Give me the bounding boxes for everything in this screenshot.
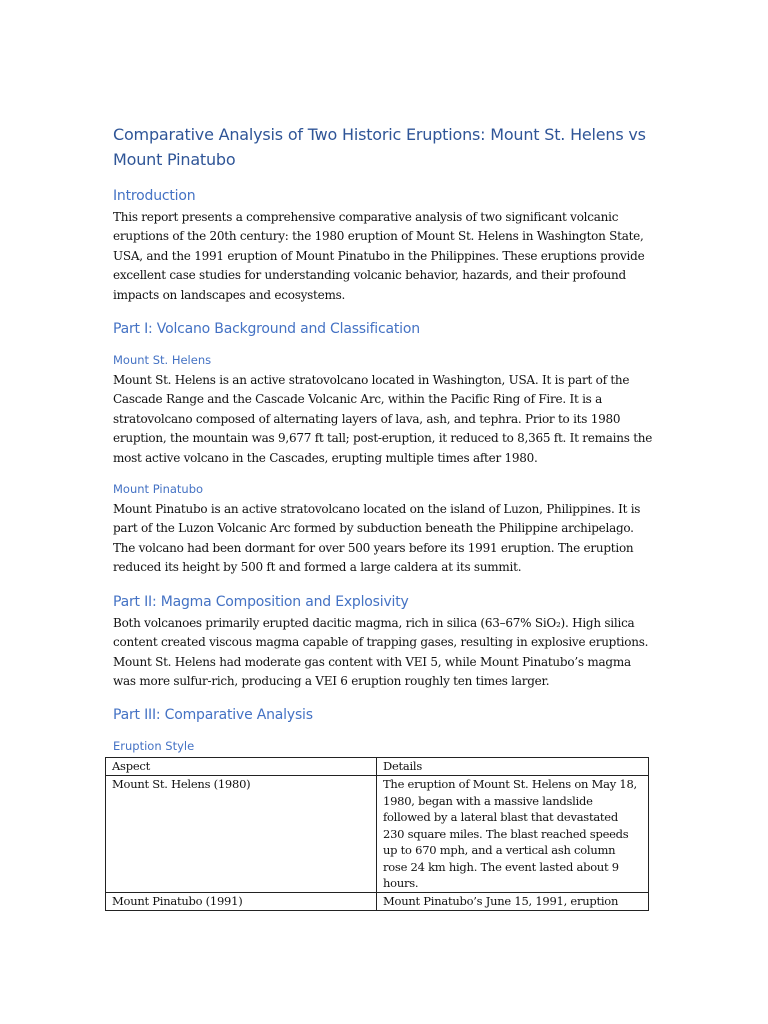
mount-st-helens-paragraph: Mount St. Helens is an active stratovolcano located in Washington, USA. It is part of the Cascade Range and the Cascade Volcanic Arc, within the Pacific Ring of Fire. It is a stratovolcano composed of alternating layers of lava, ash, and tephra. Prior to its 1980 eruption, the mountain was 9,677 ft tall; post-eruption, it reduced to 8,365 ft. It remains the most active volcano in the Cascades, erupting multiple times after 1980. bbox=[113, 373, 653, 465]
subheading-mount-st-helens: Mount St. Helens bbox=[113, 353, 212, 368]
section-heading-introduction: Introduction bbox=[113, 188, 196, 204]
document-body bbox=[113, 122, 653, 911]
subheading-eruption-style: Eruption Style bbox=[113, 739, 195, 754]
document-title: Comparative Analysis of Two Historic Eruptions: Mount St. Helens vs Mount Pinatubo bbox=[113, 125, 646, 169]
table-cell-details: The eruption of Mount St. Helens on May 18, 1980, began with a massive landslide followed by a lateral blast that devastated 230 square miles. The blast reached speeds up to 670 mph, and a vertical ash column rose 24 km high. The event lasted about 9 hours. bbox=[377, 775, 649, 892]
mount-pinatubo-paragraph: Mount Pinatubo is an active stratovolcano located on the island of Luzon, Philippines. It is part of the Luzon Volcanic Arc formed by subduction beneath the Philippine archipelago. The volcano had been dormant for over 500 years before its 1991 eruption. The eruption reduced its height by 500 ft and formed a large caldera at its summit. bbox=[113, 502, 641, 575]
section-heading-part-3: Part III: Comparative Analysis bbox=[113, 707, 313, 724]
introduction-paragraph: This report presents a comprehensive comparative analysis of two significant volcanic eruptions of the 20th century: the 1980 eruption of Mount St. Helens in Washington State, USA, and the 1991 eruption of Mount Pinatubo in the Philippines. These eruptions provide excellent case studies for understanding volcanic behavior, hazards, and their profound impacts on landscapes and ecosystems. bbox=[113, 210, 645, 302]
magma-composition-paragraph: Both volcanoes primarily erupted dacitic magma, rich in silica (63–67% SiO₂). High silica content created viscous magma capable of trapping gases, resulting in explosive eruptions. Mount St. Helens had moderate gas content with VEI 5, while Mount Pinatubo’s magma was more sulfur-rich, producing a VEI 6 eruption roughly ten times larger. bbox=[113, 615, 649, 688]
table-row bbox=[106, 893, 649, 911]
table-header-row bbox=[106, 758, 649, 776]
table-header-details: Details bbox=[377, 758, 649, 776]
section-heading-part-2: Part II: Magma Composition and Explosivity bbox=[113, 593, 409, 610]
subheading-mount-pinatubo: Mount Pinatubo bbox=[113, 482, 204, 497]
table-cell-details: Mount Pinatubo’s June 15, 1991, eruption bbox=[377, 893, 649, 911]
table-cell-aspect: Mount St. Helens (1980) bbox=[106, 775, 377, 892]
section-heading-part-1: Part I: Volcano Background and Classification bbox=[113, 321, 420, 338]
table-row bbox=[106, 775, 649, 892]
table-cell-aspect: Mount Pinatubo (1991) bbox=[106, 893, 377, 911]
table-header-aspect: Aspect bbox=[106, 758, 377, 776]
eruption-style-table bbox=[105, 757, 649, 910]
